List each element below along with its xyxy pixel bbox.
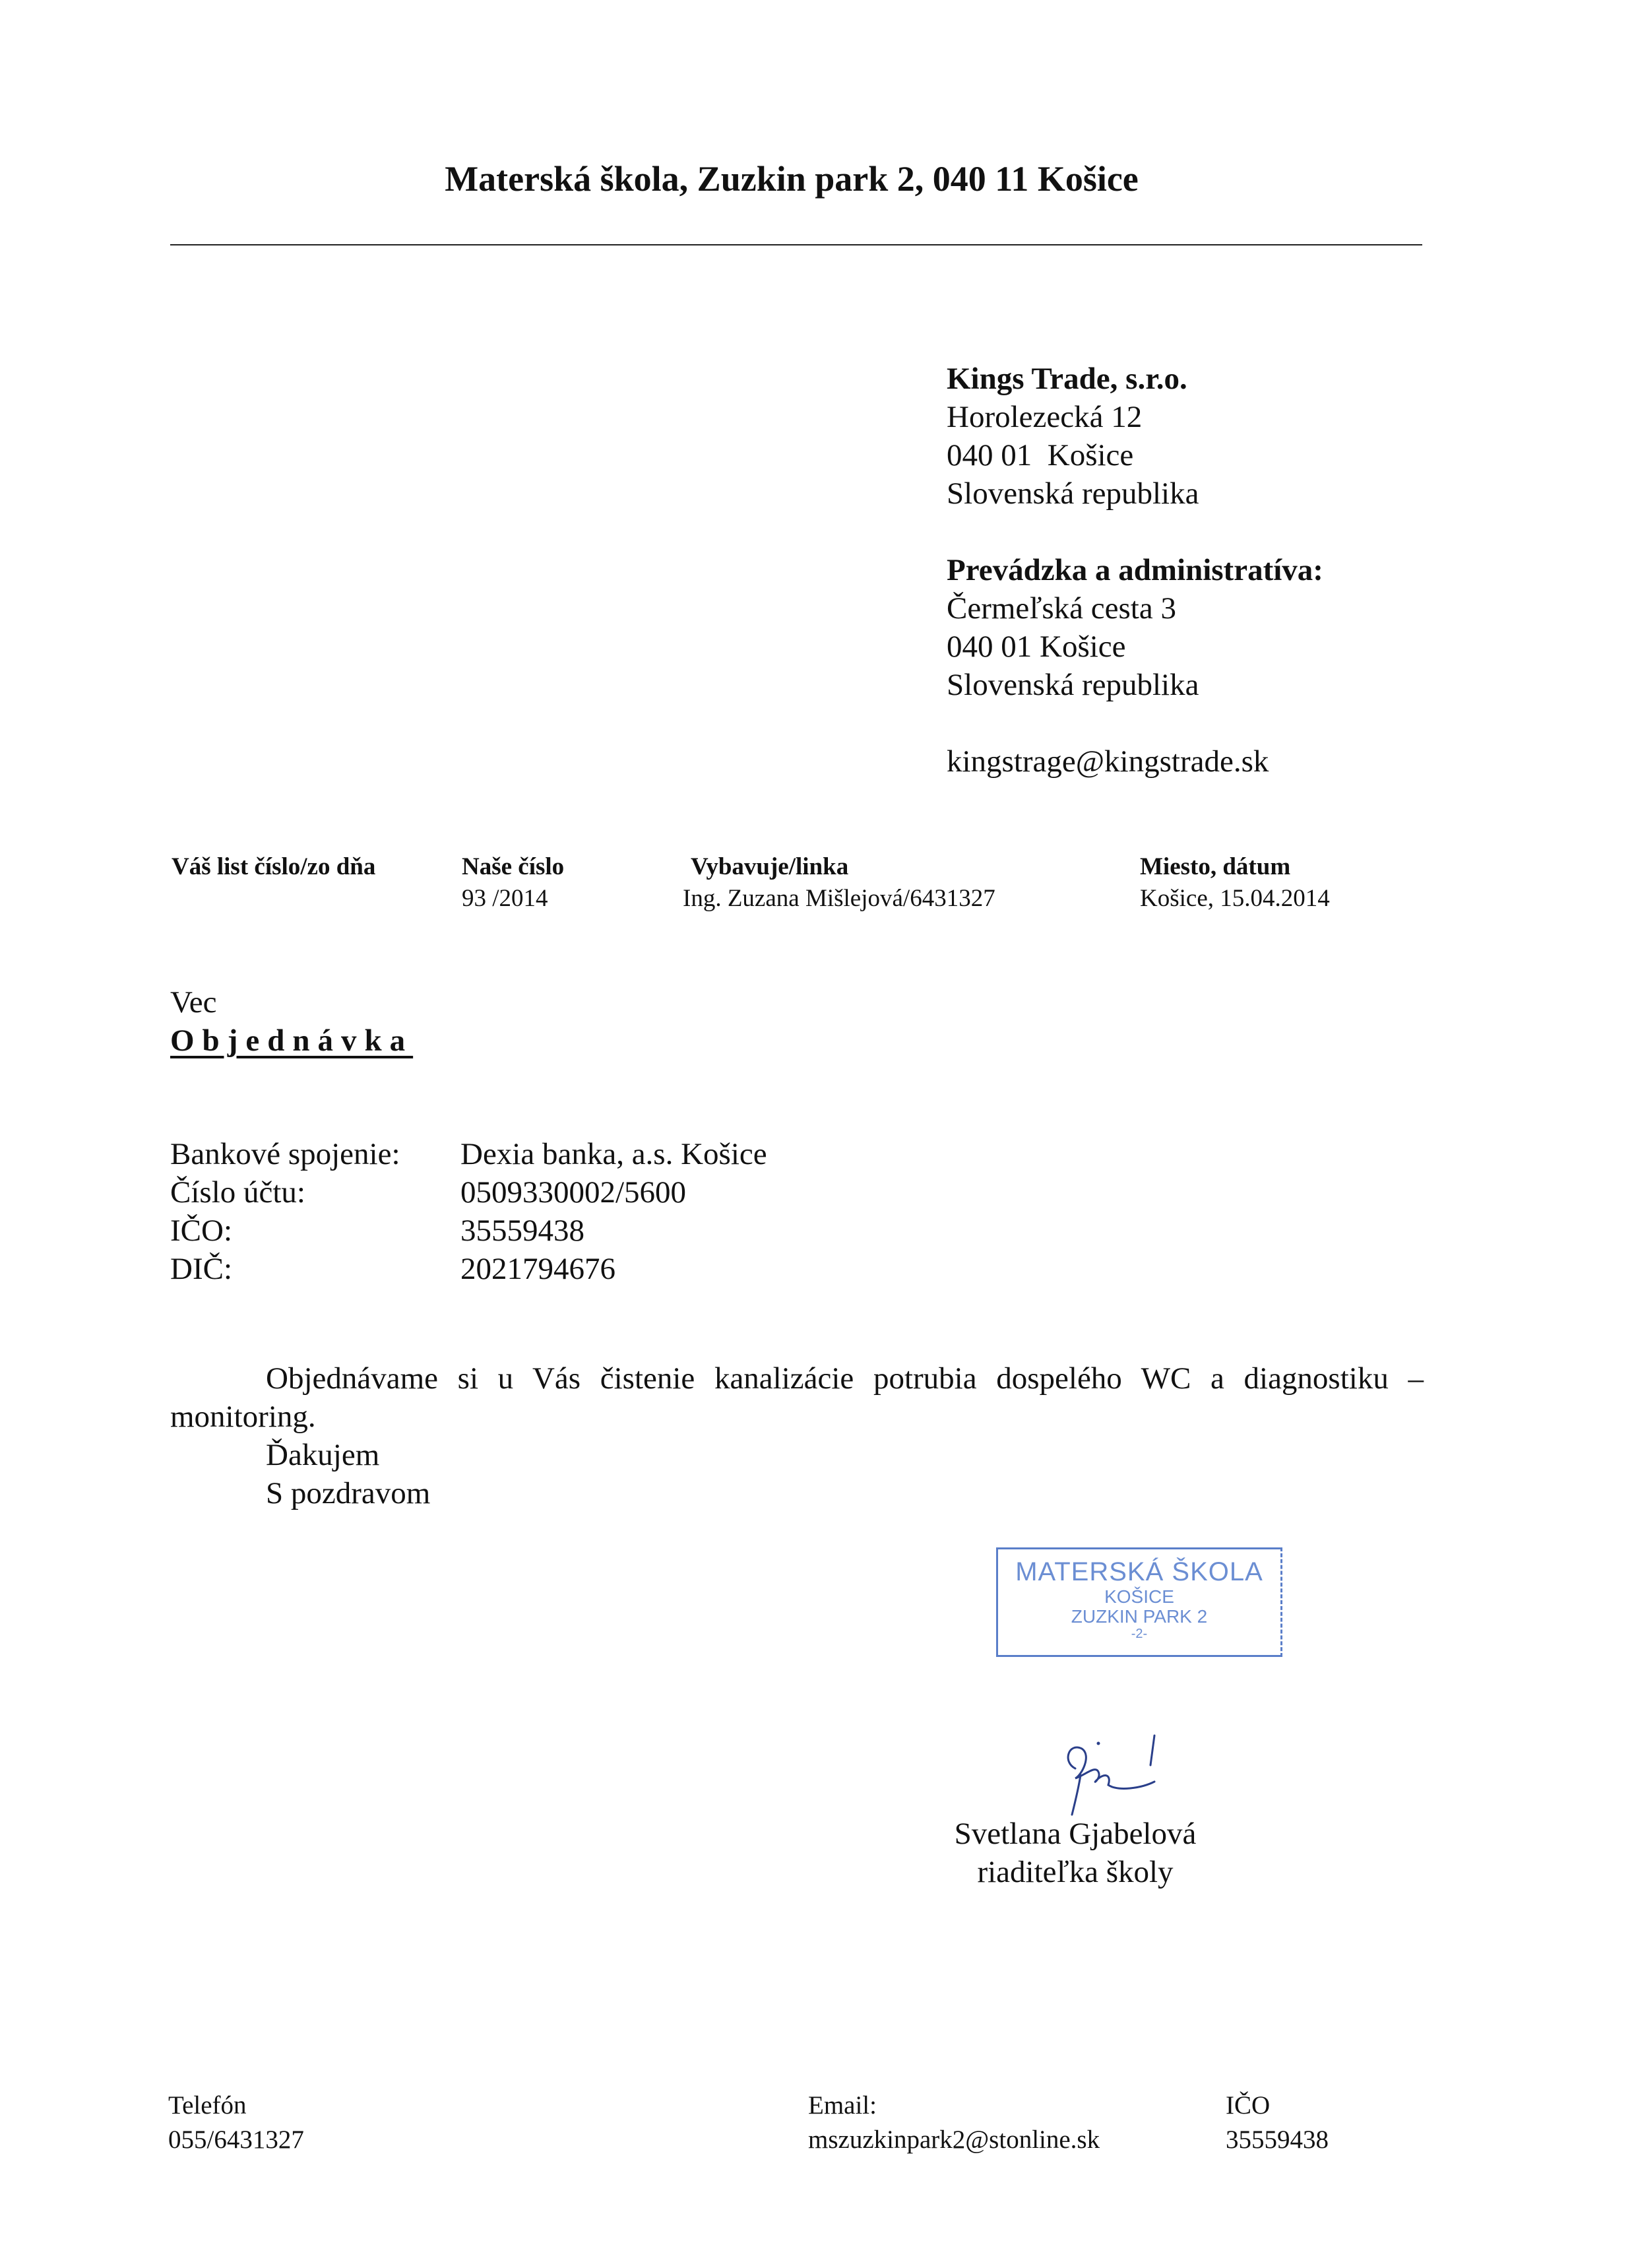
recipient-street: Horolezecká 12: [947, 400, 1143, 434]
dic-label: DIČ:: [170, 1252, 232, 1286]
footer-ico-label: IČO: [1226, 2091, 1271, 2120]
letterhead-title: Materská škola, Zuzkin park 2, 040 11 Košice: [445, 159, 1139, 199]
recipient-city: 040 01 Košice: [947, 438, 1134, 472]
branch-street: Čermeľská cesta 3: [947, 591, 1176, 626]
dic-value: 2021794676: [460, 1252, 615, 1286]
place-date-value: Košice, 15.04.2014: [1140, 885, 1330, 912]
signer-block: [910, 1815, 1240, 1891]
subject-label: Vec: [170, 985, 217, 1020]
signer-name: Svetlana Gjabelová: [954, 1817, 1197, 1851]
subject-title: Objednávka: [170, 1023, 414, 1058]
school-stamp: [996, 1547, 1282, 1657]
footer-ico: [1226, 2089, 1329, 2157]
recipient-address: [947, 360, 1323, 781]
branch-heading: Prevádzka a administratíva:: [947, 553, 1323, 587]
footer-phone: [168, 2089, 304, 2157]
account-row: [170, 1173, 767, 1212]
handled-by-label: Vybavuje/linka: [691, 853, 849, 880]
stamp-line-1: MATERSKÁ ŠKOLA: [1015, 1557, 1263, 1586]
thanks-line: Ďakujem: [266, 1438, 380, 1472]
account-value: 0509330002/5600: [460, 1175, 687, 1210]
handled-by-field: [683, 851, 995, 915]
handwritten-signature: [1055, 1729, 1168, 1821]
reference-row: [0, 851, 1636, 924]
recipient-company: Kings Trade, s.r.o.: [947, 362, 1187, 396]
signer-role: riaditeľka školy: [977, 1855, 1174, 1889]
account-label: Číslo účtu:: [170, 1175, 305, 1210]
ico-label: IČO:: [170, 1214, 232, 1248]
bank-details: [170, 1135, 767, 1288]
dic-row: [170, 1250, 767, 1288]
stamp-line-2: KOŠICE: [1104, 1586, 1174, 1607]
subject-block: [170, 983, 413, 1060]
letter-footer: [0, 2089, 1636, 2161]
recipient-country: Slovenská republika: [947, 476, 1199, 511]
footer-ico-value: 35559438: [1226, 2125, 1329, 2154]
bank-value: Dexia banka, a.s. Košice: [460, 1137, 767, 1171]
footer-phone-label: Telefón: [168, 2091, 247, 2120]
header-divider: [170, 244, 1422, 245]
branch-city: 040 01 Košice: [947, 630, 1126, 664]
ico-value: 35559438: [460, 1214, 584, 1248]
order-paragraph: Objednávame si u Vás čistenie kanalizácie potrubia dospelého WC a diagnostiku – monitoring.: [170, 1361, 1424, 1434]
handled-by-value: Ing. Zuzana Mišlejová/6431327: [683, 885, 995, 912]
your-letter-label: Váš list číslo/zo dňa: [172, 853, 376, 880]
our-number-field: [462, 851, 564, 915]
our-number-label: Naše číslo: [462, 853, 565, 880]
bank-row: [170, 1135, 767, 1173]
place-date-field: [1140, 851, 1330, 915]
footer-email: [808, 2089, 1100, 2157]
place-date-label: Miesto, dátum: [1140, 853, 1291, 880]
your-letter-field: [172, 851, 375, 883]
footer-email-label: Email:: [808, 2091, 877, 2120]
ico-row: [170, 1212, 767, 1250]
footer-phone-value: 055/6431327: [168, 2125, 304, 2154]
our-number-value: 93 /2014: [462, 885, 548, 912]
bank-label: Bankové spojenie:: [170, 1137, 400, 1171]
footer-email-value[interactable]: mszuzkinpark2@stonline.sk: [808, 2125, 1100, 2154]
branch-country: Slovenská republika: [947, 668, 1199, 702]
letter-body: [170, 1359, 1424, 1512]
recipient-email[interactable]: kingstrage@kingstrade.sk: [947, 744, 1269, 779]
stamp-line-4: -2-: [1131, 1627, 1148, 1641]
closing-line: S pozdravom: [266, 1476, 431, 1510]
stamp-line-3: ZUZKIN PARK 2: [1071, 1606, 1208, 1627]
